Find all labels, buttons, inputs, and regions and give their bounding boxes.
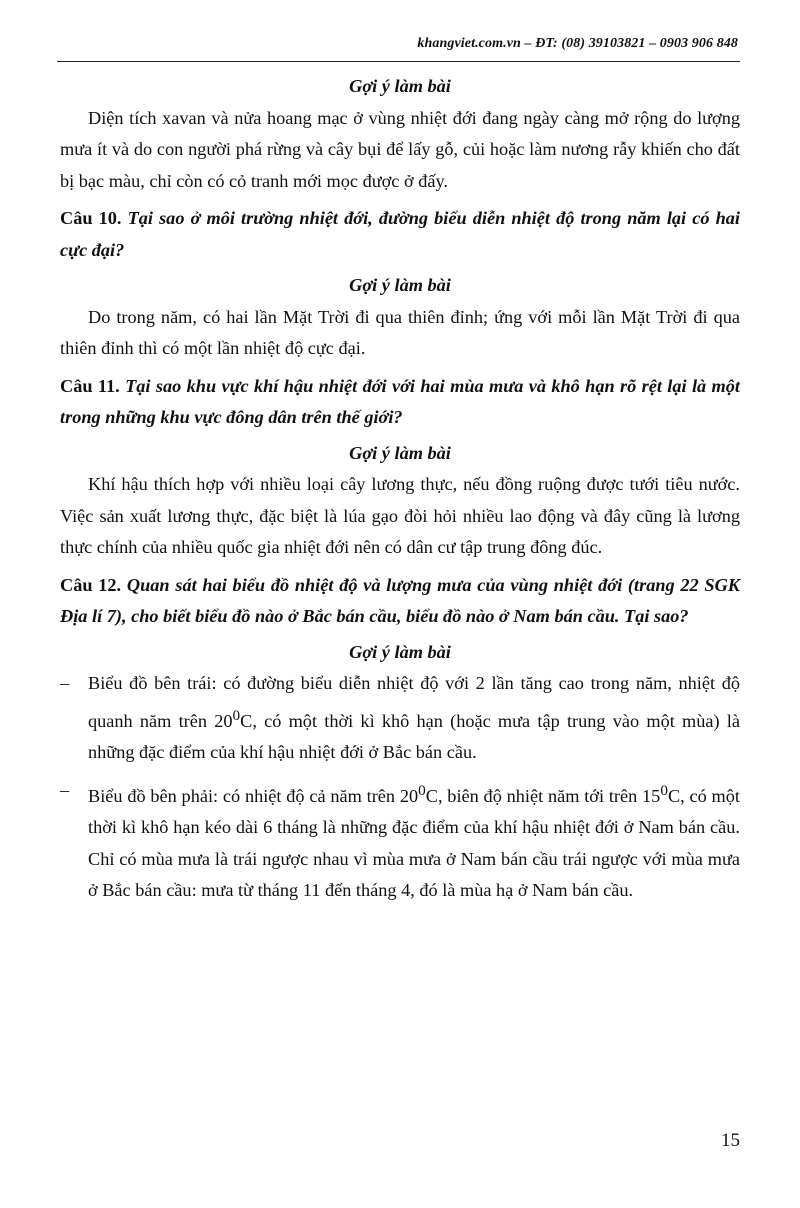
bullet-dash: – [60, 673, 70, 693]
list-item [60, 668, 740, 769]
list-item [60, 775, 740, 907]
question-label: Câu 11. [60, 375, 120, 396]
question-label: Câu 10. [60, 208, 122, 228]
page-number: 15 [721, 1130, 740, 1151]
question-12 [60, 570, 740, 633]
bullet-text: C, biên độ nhiệt năm tới trên 15 [425, 785, 661, 806]
bullet-text: Biểu đồ bên trái: có đường biểu diễn nhiệt độ với 2 lần tăng cao trong năm, nhiệt độ quanh năm trên 20 [88, 673, 740, 731]
answer-paragraph: Do trong năm, có hai lần Mặt Trời đi qua thiên đỉnh; ứng với mỗi lần Mặt Trời đi qua thiên đỉnh thì có một lần nhiệt độ cực đại. [60, 306, 740, 358]
hint-title: Gợi ý làm bài [349, 76, 451, 96]
question-text: Quan sát hai biểu đồ nhiệt độ và lượng mưa của vùng nhiệt đới (trang 22 SGK Địa lí 7), cho biết biểu đồ nào ở Bắc bán cầu, biểu đồ nào ở Nam bán cầu. Tại sao? [60, 574, 740, 626]
question-text: Tại sao ở môi trường nhiệt đới, đường biểu diễn nhiệt độ trong năm lại có hai cực đại? [60, 208, 740, 260]
bullet-text: C, có một thời kì khô hạn kéo dài 6 tháng là những đặc điểm của khí hậu nhiệt đới ở Nam bán cầu. Chỉ có mùa mưa là trái ngược nhau vì mùa mưa ở Nam bán cầu trái ngược với mùa mưa ở Bắc bán cầu: mưa từ tháng 11 đến tháng 4, đó là mùa hạ ở Nam bán cầu. [88, 785, 740, 901]
answer-bullet-list [60, 668, 740, 907]
hint-title: Gợi ý làm bài [349, 641, 451, 662]
answer-paragraph: Khí hậu thích hợp với nhiều loại cây lương thực, nếu đồng ruộng được tưới tiêu nước. Việc sản xuất lương thực, đặc biệt là lúa gạo đòi hỏi nhiều lao động và đây cũng là lương thực chính của nhiều quốc gia nhiệt đới nên có dân cư tập trung đông đúc. [60, 474, 740, 557]
answer-paragraph: Diện tích xavan và nửa hoang mạc ở vùng nhiệt đới đang ngày càng mở rộng do lượng mưa ít và do con người phá rừng và cây bụi để lấy gỗ, củi hoặc làm nương rẫy khiến cho đất bị bạc màu, chỉ còn có cỏ tranh mới mọc được ở đấy. [60, 107, 740, 191]
degree-superscript: 0 [418, 781, 426, 799]
degree-superscript: 0 [232, 706, 241, 724]
hint-title: Gợi ý làm bài [349, 275, 451, 295]
question-10 [60, 203, 740, 266]
header-divider [57, 61, 740, 62]
degree-superscript: 0 [660, 781, 668, 799]
bullet-text: C, có một thời kì khô hạn (hoặc mưa tập trung vào một mùa) là những đặc điểm của khí hậu nhiệt đới ở Bắc bán cầu. [88, 710, 740, 763]
bullet-text: Biểu đồ bên phải: có nhiệt độ cả năm trên 20 [88, 785, 419, 806]
page-header: khangviet.com.vn – ĐT: (08) 39103821 – 0903 906 848 [417, 36, 738, 51]
hint-title: Gợi ý làm bài [349, 442, 451, 463]
question-label: Câu 12. [60, 574, 122, 595]
question-text: Tại sao khu vực khí hậu nhiệt đới với hai mùa mưa và khô hạn rõ rệt lại là một trong những khu vực đông dân trên thế giới? [60, 375, 740, 427]
bullet-dash: – [60, 779, 70, 800]
page-content [60, 71, 740, 913]
question-11 [60, 371, 740, 434]
